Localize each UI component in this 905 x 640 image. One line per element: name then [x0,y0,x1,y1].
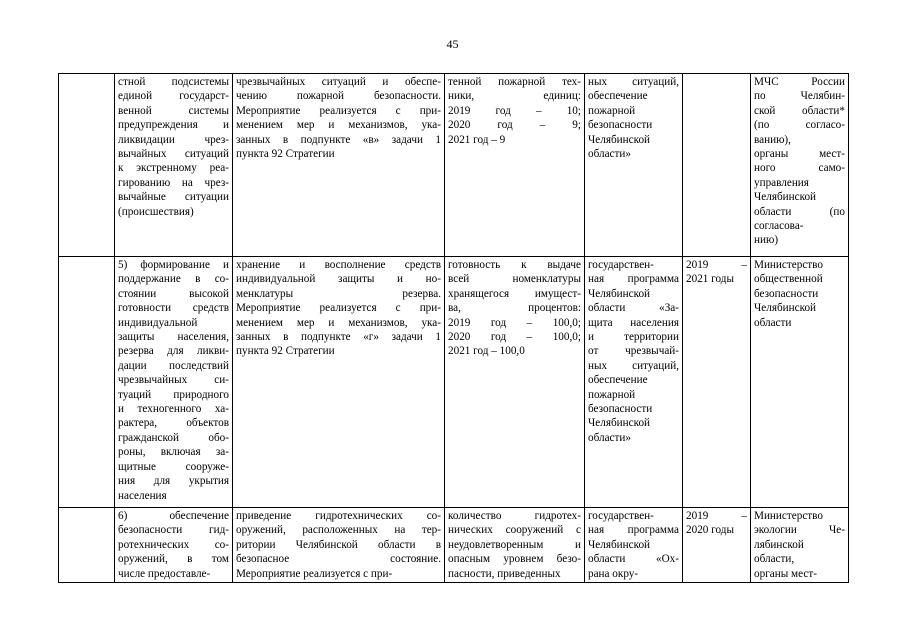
cell-text-line: области «Ох- [588,553,679,566]
cell-text-line: готовности средств [118,302,229,315]
cell-task [115,74,233,257]
cell-text-line: гированию на чрез- [118,176,229,189]
cell-text-line: поддержание в со- [118,273,229,286]
cell-text-line: опасным уровнем безо- [448,553,581,566]
cell-text-line: пасности, приведенных [448,567,561,580]
cell-text-line: и техногенного ха- [118,403,229,416]
cell-period [683,257,751,508]
cell-text-line: Мероприятие реализуется с при- [236,302,441,315]
cell-text-line: пункта 92 Стратегии [236,148,335,161]
cell-text-line: ликвидации чрез- [118,133,229,146]
cell-text-line: дации последствий [118,359,229,372]
cell-text-line: оружений, в том [118,553,229,566]
cell-text-line: от чрезвычай- [588,345,679,358]
cell-text-line: рана окру- [588,567,639,580]
cell-text-line: общественной [754,273,823,286]
cell-text-line: количество гидротех- [448,510,581,522]
cell-indicator [445,508,585,583]
table-row [59,74,849,257]
cell-text-line: ных ситуаций, [588,76,679,88]
cell-text-line: экологии Че- [754,524,845,537]
cell-program [585,74,683,257]
cell-text-line: 2021 год – 9 [448,133,506,146]
cell-text-line: менением мер и механизмов, ука- [236,316,441,329]
table-row [59,508,849,583]
cell-text-line: обеспечение [588,90,648,103]
cell-text-line: безопасности [754,287,819,300]
cell-text-line: органы мест- [754,567,817,580]
cell-text-line: ванию), [754,133,791,146]
cell-text-line: Мероприятие реализуется с при- [236,104,441,117]
cell-text-line: безопасности [588,119,653,132]
cell-text-line: единой государст- [118,90,229,103]
cell-text-line: ротехнических со- [118,538,229,551]
cell-text-line: ная программа [588,524,679,537]
cell-text-line: всей номенклатуры [448,273,581,286]
cell-text-line: Мероприятие реализуется с при- [236,567,393,580]
cell-text-line: по Челябин- [754,90,845,103]
cell-text-line: Министерство [754,259,823,271]
cell-text-line: 2021 годы [686,273,734,286]
cell-text-line: занных в подпункте «г» задачи 1 [236,331,441,344]
cell-text-line: готовность к выдаче [448,259,581,271]
cell-text-line: ской области* [754,104,845,117]
cell-text-line: пункта 92 Стратегии [236,345,335,358]
cell-text-line: области, [754,553,795,566]
cell-text-line: 2020 год – 100,0; [448,331,581,344]
cell-text-line: управления [754,176,809,189]
cell-text-line: пожарной [588,104,636,117]
cell-text-line: хранящегося имущест- [448,287,581,300]
cell-text-line: туаций природного [118,388,229,401]
cell-text-line: Челябинской [588,287,651,300]
cell-text-line: (по согласо- [754,119,845,132]
cell-text-line: государствен- [588,510,654,522]
cell-task [115,508,233,583]
cell-text-line: рактера, объектов [118,417,229,430]
cell-text-line: индивидуальной [118,316,198,329]
cell-text-line: пожарной [588,388,636,401]
cell-text-line: Челябинской [754,191,817,204]
cell-text-line: ва, процентов: [448,302,581,315]
cell-text-line: населения [118,489,167,502]
cell-text-line: 2020 год – 9; [448,119,581,132]
cell-text-line: приведение гидротехнических со- [236,510,441,522]
cell-executor [751,257,849,508]
cell-text-line: 2019 год – 10; [448,104,581,117]
cell-text-line: занных в подпункте «в» задачи 1 [236,133,441,146]
cell-text-line: и территории [588,331,679,344]
cell-text-line: венной системы [118,104,229,117]
cell-text-line: Челябинской [588,538,651,551]
cell-text-line: числе предоставле- [118,567,211,580]
cell-text-line: безопасности гид- [118,524,229,537]
cell-text-line: 2019 – [686,259,747,271]
cell-text-line: индивидуальной защиты и но- [236,273,441,286]
cell-text-line: щита населения [588,316,679,329]
cell-text-line: ритории Челябинской области в [236,538,441,551]
cell-num [59,74,115,257]
cell-text-line: лябинской [754,538,804,551]
cell-text-line: 2019 – [686,510,747,522]
cell-executor [751,74,849,257]
cell-text-line: 2021 год – 100,0 [448,345,525,358]
cell-text-line: щитные сооруже- [118,460,229,473]
cell-text-line: чрезвычайных си- [118,374,229,387]
cell-text-line: области» [588,148,631,161]
cell-text-line: чрезвычайных ситуаций и обеспе- [236,76,441,88]
cell-text-line: предупреждения и [118,119,229,132]
cell-text-line: нических сооружений с [448,524,581,537]
cell-num [59,508,115,583]
cell-text-line: ных ситуаций, [588,359,679,372]
plan-table [58,73,849,583]
cell-text-line: безопасное состояние. [236,553,441,566]
cell-text-line: обеспечение [588,374,648,387]
table-row [59,257,849,508]
cell-text-line: Челябинской [588,133,651,146]
cell-text-line: чению пожарной безопасности. [236,90,441,103]
cell-num [59,257,115,508]
cell-text-line: ники, единиц: [448,90,581,103]
cell-text-line: гражданской обо- [118,431,229,444]
cell-executor [751,508,849,583]
cell-indicator [445,257,585,508]
cell-text-line: государствен- [588,259,654,271]
cell-text-line: ного само- [754,162,845,175]
cell-program [585,508,683,583]
page-number: 45 [446,37,459,51]
cell-task [115,257,233,508]
cell-text-line: ная программа [588,273,679,286]
cell-text-line: Челябинской [754,302,817,315]
cell-program [585,257,683,508]
cell-text-line: области» [588,431,631,444]
cell-text-line: МЧС России [754,76,845,88]
cell-measure [233,508,445,583]
cell-text-line: вычайные ситуации [118,191,229,204]
cell-text-line: резерва для ликви- [118,345,229,358]
cell-text-line: области [754,316,792,329]
cell-text-line: ния для укрытия [118,475,229,488]
cell-text-line: тенной пожарной тех- [448,76,581,88]
cell-measure [233,74,445,257]
cell-text-line: органы мест- [754,148,845,161]
cell-text-line: неудовлетворенным и [448,538,581,551]
cell-text-line: Министерство [754,510,823,522]
cell-text-line: хранение и восполнение средств [236,259,441,271]
cell-text-line: 5) формирование и [118,259,229,271]
cell-period [683,508,751,583]
cell-period [683,74,751,257]
cell-text-line: менением мер и механизмов, ука- [236,119,441,132]
cell-text-line: к экстренному реа- [118,162,229,175]
cell-text-line: оружений, расположенных на тер- [236,524,441,537]
cell-text-line: 6) обеспечение [118,510,229,522]
cell-text-line: стоянии высокой [118,287,229,300]
cell-indicator [445,74,585,257]
cell-text-line: вычайных ситуаций [118,148,229,161]
cell-text-line: защиты населения, [118,331,229,344]
cell-text-line: области «За- [588,302,679,315]
cell-measure [233,257,445,508]
cell-text-line: согласова- [754,220,804,233]
cell-text-line: роны, включая за- [118,446,229,459]
cell-text-line: нию) [754,234,779,247]
cell-text-line: 2020 годы [686,524,734,537]
cell-text-line: области (по [754,205,845,218]
cell-text-line: менклатуры резерва. [236,287,441,300]
cell-text-line: 2019 год – 100,0; [448,316,581,329]
cell-text-line: безопасности [588,403,653,416]
cell-text-line: Челябинской [588,417,651,430]
cell-text-line: (происшествия) [118,205,194,218]
cell-text-line: стной подсистемы [118,76,229,88]
